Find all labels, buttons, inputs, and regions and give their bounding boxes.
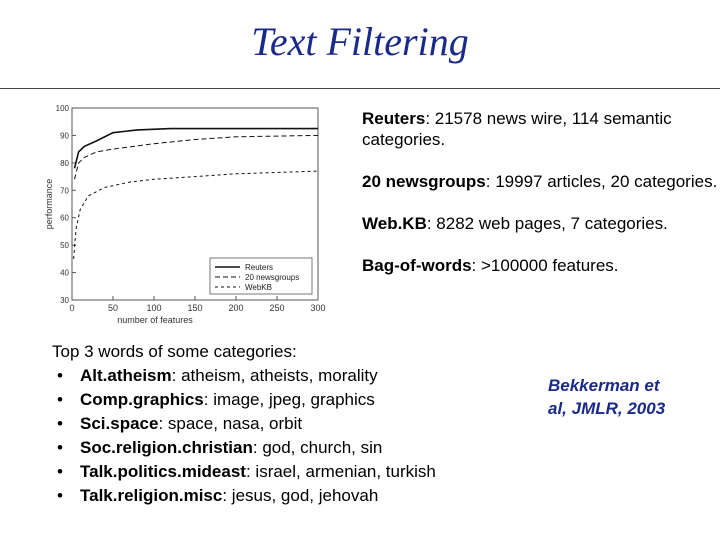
dataset-facts [362, 108, 718, 297]
top-words-intro: Top 3 words of some categories: [52, 342, 297, 361]
category-name: Sci.space [80, 414, 159, 433]
category-words: : jesus, god, jehovah [222, 486, 379, 505]
list-item [52, 412, 532, 436]
bullet-icon: • [57, 366, 63, 385]
fact-bag-of-words [362, 255, 718, 276]
category-words: : god, church, sin [252, 438, 383, 457]
legend-label: 20 newsgroups [245, 273, 300, 282]
fact-text: : 8282 web pages, 7 categories. [426, 214, 668, 233]
x-tick-label: 0 [69, 303, 75, 313]
title-divider [0, 88, 720, 89]
y-tick-label: 80 [60, 158, 69, 168]
fact-20-newsgroups [362, 171, 718, 192]
performance-chart-svg [40, 98, 330, 328]
category-name: Talk.politics.mideast [80, 462, 246, 481]
category-words: : israel, armenian, turkish [245, 462, 436, 481]
fact-text: : 21578 news wire, 114 semantic categories. [362, 109, 672, 149]
x-tick-label: 250 [269, 303, 285, 313]
x-tick-label: 50 [107, 303, 119, 313]
category-name: Comp.graphics [80, 390, 204, 409]
y-tick-label: 50 [60, 241, 69, 251]
y-tick-label: 70 [60, 186, 69, 196]
fact-term: Reuters [362, 109, 426, 128]
category-name: Alt.atheism [80, 366, 172, 385]
x-tick-label: 300 [310, 303, 326, 313]
y-tick-label: 90 [60, 131, 69, 141]
list-item [52, 484, 532, 508]
category-words: : space, nasa, orbit [158, 414, 303, 433]
top-words-list [52, 364, 532, 508]
y-tick-label: 60 [60, 213, 69, 223]
bullet-icon: • [57, 390, 63, 409]
citation-line: Bekkerman et [548, 376, 660, 395]
bullet-icon: • [57, 438, 63, 457]
bullet-icon: • [57, 414, 63, 433]
x-tick-label: 100 [146, 303, 162, 313]
list-item [52, 460, 532, 484]
list-item [52, 436, 532, 460]
fact-webkb [362, 213, 718, 234]
category-name: Talk.religion.misc [80, 486, 223, 505]
fact-text: : >100000 features. [471, 256, 619, 275]
list-item [52, 388, 532, 412]
y-tick-label: 100 [55, 104, 69, 113]
fact-term: 20 newsgroups [362, 172, 486, 191]
list-item [52, 364, 532, 388]
category-name: Soc.religion.christian [80, 438, 253, 457]
legend-label: WebKB [245, 283, 272, 292]
performance-chart [40, 98, 330, 328]
x-axis-label: number of features [117, 315, 193, 325]
bullet-icon: • [57, 486, 63, 505]
x-tick-label: 200 [228, 303, 244, 313]
top-words-section [52, 340, 532, 508]
fact-text: : 19997 articles, 20 categories. [485, 172, 718, 191]
category-words: : atheism, atheists, morality [171, 366, 378, 385]
slide-title: Text Filtering [251, 19, 469, 64]
fact-reuters [362, 108, 718, 150]
citation-line: al, JMLR, 2003 [548, 399, 666, 418]
fact-term: Web.KB [362, 214, 427, 233]
x-tick-label: 150 [187, 303, 203, 313]
fact-term: Bag-of-words [362, 256, 472, 275]
y-axis-label: performance [44, 178, 54, 230]
citation [548, 374, 718, 420]
category-words: : image, jpeg, graphics [203, 390, 375, 409]
legend-label: Reuters [245, 263, 274, 272]
y-tick-label: 40 [60, 268, 69, 278]
y-tick-label: 30 [60, 296, 69, 305]
bullet-icon: • [57, 462, 63, 481]
